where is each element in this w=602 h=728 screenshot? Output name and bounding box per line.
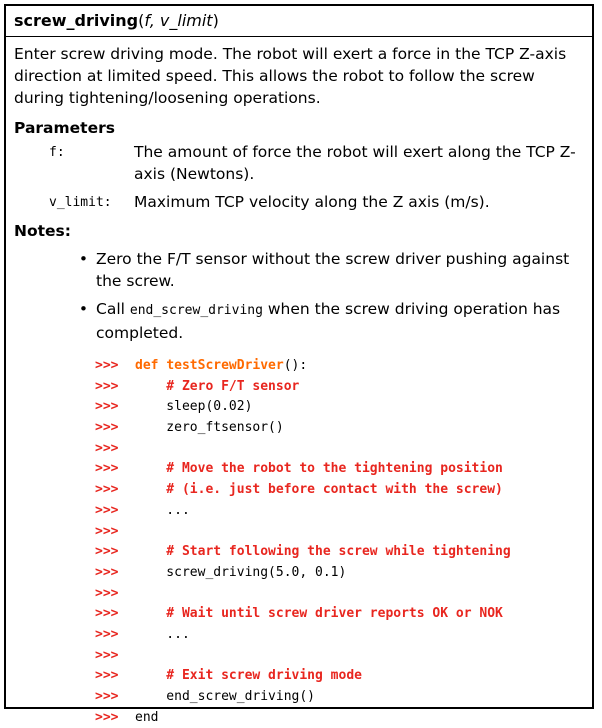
note-text-pre: Call <box>96 300 130 318</box>
parameters-heading: Parameters <box>14 119 115 137</box>
code-comment: # Wait until screw driver reports OK or NOK <box>135 606 503 622</box>
notes-heading: Notes: <box>14 222 71 240</box>
function-args: f, v_limit <box>144 11 213 30</box>
code-line <box>95 542 592 563</box>
code-prompt: >>> <box>95 626 119 642</box>
code-text: sleep(0.02) <box>135 399 253 415</box>
code-comment: # (i.e. just before contact with the screw) <box>135 482 503 498</box>
note-text <box>96 298 592 344</box>
bullet-icon: • <box>78 300 88 318</box>
note-text-post: when the screw driving operation has completed. <box>96 300 561 342</box>
code-text: screw_driving(5.0, 0.1) <box>135 564 347 580</box>
code-prompt: >>> <box>95 420 119 436</box>
parameter-name: f: <box>49 145 65 160</box>
code-comment: # Start following the screw while tightening <box>135 544 511 560</box>
code-comment: # Exit screw driving mode <box>135 668 362 684</box>
code-line <box>95 666 592 687</box>
code-text: ... <box>135 626 190 642</box>
code-line <box>95 397 592 418</box>
code-line <box>95 418 592 439</box>
code-line <box>95 584 592 605</box>
parameters-list <box>6 141 592 214</box>
note-item <box>6 248 592 292</box>
parameter-desc: Maximum TCP velocity along the Z axis (m/s). <box>134 193 490 211</box>
code-prompt: >>> <box>95 523 119 539</box>
bullet-icon: • <box>78 250 88 268</box>
code-line <box>95 522 592 543</box>
code-line <box>95 439 592 460</box>
code-prompt: >>> <box>95 399 119 415</box>
code-prompt: >>> <box>95 440 119 456</box>
parameter-name: v_limit: <box>49 195 112 210</box>
code-text: end <box>135 709 159 725</box>
code-text: end_screw_driving() <box>135 689 316 704</box>
notes-list <box>6 248 592 344</box>
note-inline-code: end_screw_driving <box>129 303 263 318</box>
code-line <box>95 377 592 398</box>
code-text: zero_ftsensor() <box>135 420 284 436</box>
code-line <box>95 480 592 501</box>
code-function-name: testScrewDriver <box>166 358 284 373</box>
code-prompt: >>> <box>95 461 119 477</box>
code-line <box>95 501 592 522</box>
code-prompt: >>> <box>95 502 119 518</box>
code-prompt: >>> <box>95 564 119 580</box>
open-paren: ( <box>138 11 145 30</box>
code-prompt: >>> <box>95 647 119 663</box>
code-prompt: >>> <box>95 585 119 601</box>
code-line <box>95 687 592 708</box>
code-line <box>95 604 592 625</box>
code-text: ... <box>135 502 190 518</box>
code-line <box>95 646 592 667</box>
code-prompt: >>> <box>95 482 119 498</box>
code-prompt: >>> <box>95 544 119 560</box>
code-text: (): <box>283 358 308 373</box>
code-prompt: >>> <box>95 378 119 394</box>
note-item <box>6 298 592 344</box>
code-line <box>95 708 592 728</box>
code-comment: # Move the robot to the tightening position <box>135 461 503 477</box>
function-name: screw_driving <box>14 11 139 30</box>
note-text: Zero the F/T sensor without the screw driver pushing against the screw. <box>96 250 570 290</box>
code-example <box>6 356 592 728</box>
code-line <box>95 625 592 646</box>
code-prompt: >>> <box>95 689 119 704</box>
code-prompt: >>> <box>95 358 119 373</box>
parameter-row <box>6 141 592 185</box>
code-prompt: >>> <box>95 606 119 622</box>
code-line <box>95 563 592 584</box>
code-line <box>95 356 592 377</box>
code-keyword: def <box>135 358 159 373</box>
code-comment: # Zero F/T sensor <box>135 378 300 394</box>
code-prompt: >>> <box>95 709 119 725</box>
function-description: Enter screw driving mode. The robot will exert a force in the TCP Z-axis direction at limited speed. This allows the robot to follow the screw during tightening/loosening operations. <box>14 45 567 107</box>
close-paren: ) <box>212 11 219 30</box>
parameter-desc: The amount of force the robot will exert along the TCP Z-axis (Newtons). <box>134 143 576 183</box>
doc-box <box>4 4 594 725</box>
code-line <box>95 459 592 480</box>
code-prompt: >>> <box>95 668 119 684</box>
parameter-row <box>6 191 592 214</box>
function-signature <box>6 6 592 37</box>
